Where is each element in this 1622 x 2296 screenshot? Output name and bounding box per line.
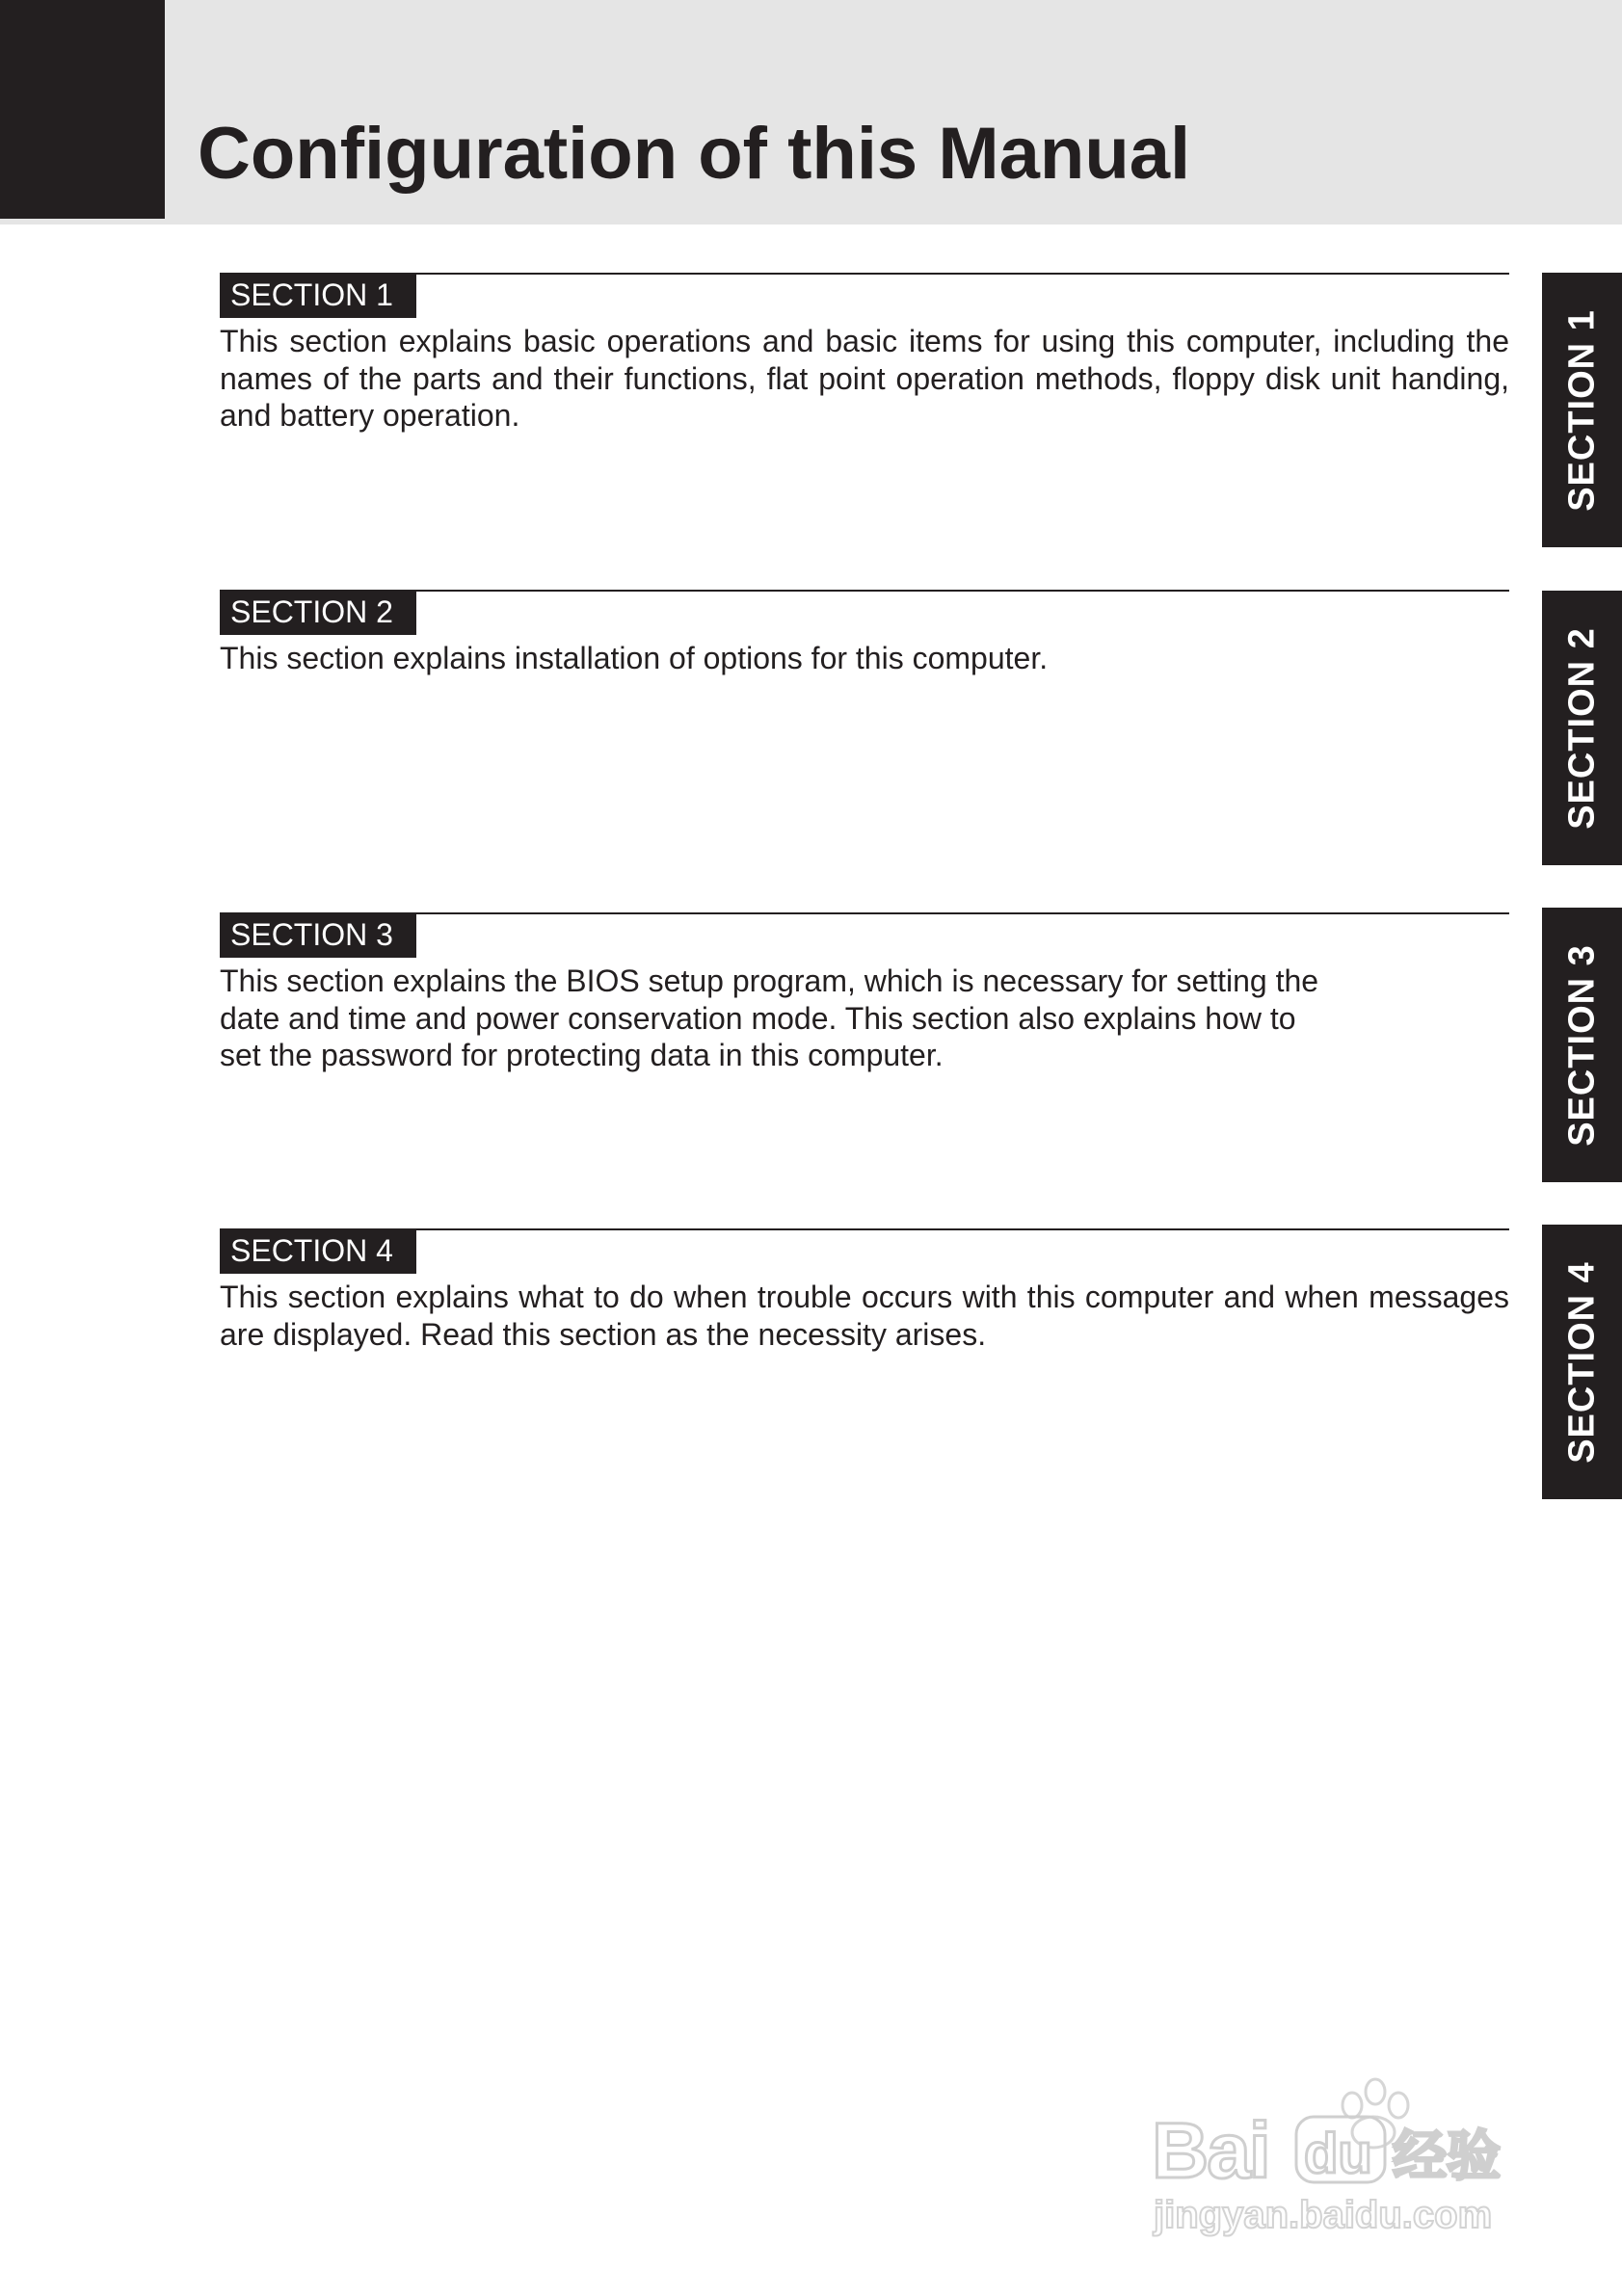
section-2: [220, 590, 1509, 705]
svg-text:经验: 经验: [1393, 2125, 1501, 2188]
side-tab-label: SECTION 1: [1561, 308, 1602, 512]
side-tab-section-1[interactable]: [1542, 273, 1622, 547]
side-tab-label: SECTION 2: [1561, 626, 1602, 830]
side-tab-section-3[interactable]: [1542, 908, 1622, 1182]
header-black-block: [0, 0, 165, 219]
section-description: This section explains installation of options for this computer.: [220, 641, 1049, 675]
side-tab-section-4[interactable]: [1542, 1225, 1622, 1499]
svg-text:Bai: Bai: [1152, 2107, 1269, 2195]
page-title: Configuration of this Manual: [198, 113, 1191, 195]
section-label: SECTION 4: [220, 1228, 416, 1274]
section-label: SECTION 1: [220, 273, 416, 318]
section-4: [220, 1228, 1509, 1383]
section-description: This section explains the BIOS setup program, which is necessary for setting the date and time and power conservation mode. This section also explains how to set the password for protecting data in this computer.: [220, 963, 1319, 1072]
section-1: [220, 273, 1509, 465]
section-label: SECTION 3: [220, 912, 416, 958]
side-tab-label: SECTION 4: [1561, 1260, 1602, 1464]
baidu-watermark-logo: [1152, 2047, 1537, 2240]
section-description: This section explains basic operations and basic items for using this computer, including the names of the parts and their functions, flat point operation methods, floppy disk unit handing, and battery operation.: [220, 324, 1509, 433]
section-description: This section explains what to do when trouble occurs with this computer and when messages are displayed. Read this section as the necessity arises.: [220, 1280, 1509, 1352]
svg-text:jingyan.baidu.com: jingyan.baidu.com: [1154, 2194, 1493, 2236]
side-tab-label: SECTION 3: [1561, 943, 1602, 1147]
side-tab-section-2[interactable]: [1542, 591, 1622, 865]
section-3: [220, 912, 1509, 1105]
section-label: SECTION 2: [220, 590, 416, 635]
svg-text:du: du: [1304, 2123, 1372, 2185]
